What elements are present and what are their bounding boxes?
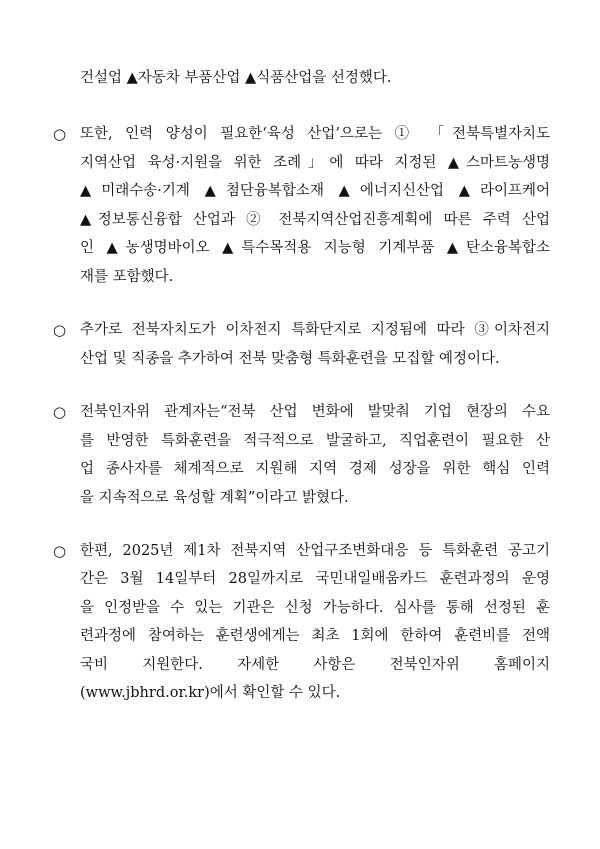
paragraph-1-line: ▲정보통신융합 산업과 ② 전북지역산업진흥계획에 따른 주력 산업 xyxy=(80,212,550,228)
bullet-circle-icon: ○ xyxy=(53,125,67,143)
paragraph-4-line-link: (www.jbhrd.or.kr)에서 확인할 수 있다. xyxy=(80,685,341,701)
paragraph-3-line: 을 지속적으로 육성할 계획”이라고 밝혔다. xyxy=(80,490,349,506)
paragraph-3-line: 업 종사자를 체계적으로 지원해 지역 경제 성장을 위한 핵심 인력 xyxy=(80,461,550,477)
paragraph-3-line: 를 반영한 특화훈련을 적극적으로 발굴하고, 직업훈련이 필요한 산 xyxy=(80,433,550,449)
paragraph-4-line: 한편, 2025년 제1차 전북지역 산업구조변화대응 등 특화훈련 공고기 xyxy=(80,543,550,559)
bullet-circle-icon: ○ xyxy=(53,542,67,560)
bullet-circle-icon: ○ xyxy=(53,321,67,339)
paragraph-1-line: 재를 포함했다. xyxy=(80,269,174,285)
paragraph-1-line: ▲미래수송·기계 ▲첨단융복합소재 ▲에너지신산업 ▲라이프케어 xyxy=(80,183,550,199)
paragraph-4-line: 을 인정받을 수 있는 기관은 신청 가능하다. 심사를 통해 선정된 훈 xyxy=(80,600,550,616)
intro-line: 건설업 ▲자동차 부품산업 ▲식품산업을 선정했다. xyxy=(80,70,392,86)
paragraph-1-line: 인 ▲농생명바이오 ▲특수목적용 지능형 기계부품 ▲탄소융복합소 xyxy=(80,240,550,256)
paragraph-3-line: 전북인자위 관계자는“전북 산업 변화에 발맞춰 기업 현장의 수요 xyxy=(80,404,550,420)
paragraph-4-line: 련과정에 참여하는 훈련생에게는 최초 1회에 한하여 훈련비를 전액 xyxy=(80,628,550,644)
bullet-circle-icon: ○ xyxy=(53,403,67,421)
paragraph-1-line: 지역산업 육성·지원을 위한 조례」에 따라 지정된 ▲스마트농생명 xyxy=(80,155,550,171)
paragraph-4-line: 간은 3월 14일부터 28일까지로 국민내일배움카드 훈련과정의 운영 xyxy=(80,571,550,587)
paragraph-4-line: 국비 지원한다. 자세한 사항은 전북인자위 홈페이지 xyxy=(80,657,550,673)
paragraph-2-line: 산업 및 직종을 추가하여 전북 맞춤형 특화훈련을 모집할 예정이다. xyxy=(80,351,500,367)
paragraph-2-line: 추가로 전북자치도가 이차전지 특화단지로 지정됨에 따라 ③이차전지 xyxy=(80,322,550,338)
paragraph-1-line: 또한, 인력 양성이 필요한‘육성 산업’으로는 ① 「전북특별자치도 xyxy=(80,126,550,142)
